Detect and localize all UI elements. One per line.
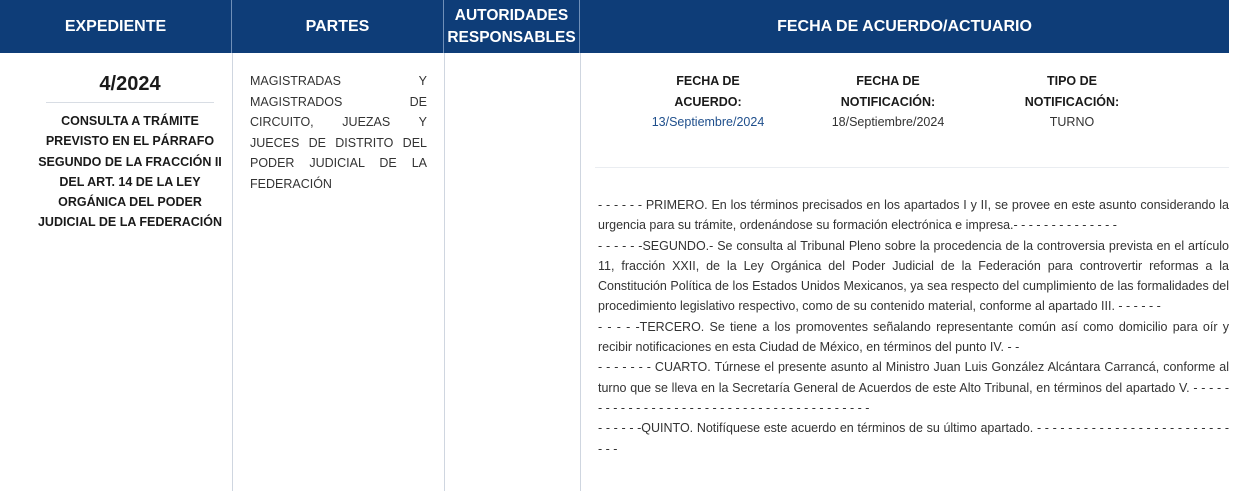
fecha-notificacion-label-2: NOTIFICACIÓN: xyxy=(840,94,936,109)
fecha-acuerdo-label-1: FECHA DE xyxy=(676,74,740,88)
acuerdo-paragraph-segundo: - - - - - -SEGUNDO.- Se consulta al Tribunal Pleno sobre la procedencia de la controversia prevista en el artículo 11, fracción XXII, de la Ley Orgánica del Poder Judicial de la Federación para controvertir reformas a la Constitución Política de los Estados Unidos Mexicanos, ya sea respecto del cumplimiento de las formalidades del procedimiento legislativo respectivo, como de su contenido material, conforme al apartado III. - - - - - - xyxy=(598,238,1229,314)
expediente-number: 4/2024 xyxy=(99,73,161,95)
column-divider xyxy=(444,53,445,491)
header-autoridades-line1: AUTORIDADES xyxy=(454,6,569,24)
fecha-notificacion-value: 18/Septiembre/2024 xyxy=(831,115,945,129)
tipo-notificacion-value: TURNO xyxy=(1049,115,1095,129)
fecha-notificacion-label-1: FECHA DE xyxy=(856,74,920,88)
fecha-notificacion-block xyxy=(813,71,963,133)
acuerdo-paragraph-primero: - - - - - - PRIMERO. En los términos precisados en los apartados I y II, se provee en este asunto considerando la urgencia para su trámite, ordenándose su formación electrónica e impresa.- - - - - - - - - - - - - - xyxy=(598,198,1229,233)
header-fecha-acuerdo: FECHA DE ACUERDO/ACTUARIO xyxy=(777,17,1032,35)
partes-text: MAGISTRADAS Y MAGISTRADOS DE CIRCUITO, JUEZAS Y JUECES DE DISTRITO DEL PODER JUDICIAL DE LA FEDERACIÓN xyxy=(250,74,427,191)
acuerdo-paragraph-tercero: - - - - -TERCERO. Se tiene a los promoventes señalando representante común así como domicilio para oír y recibir notificaciones en esta Ciudad de México, en términos del punto IV. - - xyxy=(598,319,1229,355)
column-divider xyxy=(580,53,581,491)
header-autoridades-line2: RESPONSABLES xyxy=(447,28,576,46)
acuerdo-paragraph-quinto: - - - - - -QUINTO. Notifíquese este acuerdo en términos de su último apartado. - - - - - - - - - - - - - - - - - - - - - - - - - - - - xyxy=(598,421,1229,456)
header-autoridades xyxy=(444,0,580,53)
acuerdo-separator xyxy=(595,167,1229,168)
acuerdo-text xyxy=(598,195,1229,459)
tipo-notificacion-label-2: NOTIFICACIÓN: xyxy=(1024,94,1120,109)
fecha-acuerdo-block xyxy=(633,71,783,133)
header-partes: PARTES xyxy=(232,0,444,53)
acuerdo-paragraph-cuarto: - - - - - - - CUARTO. Túrnese el presente asunto al Ministro Juan Luis González Alcántara Carrancá, conforme al turno que se lleva en la Secretaría General de Acuerdos de este Alto Tribunal, en términos del apartado V. - - - - - - - - - - - - - - - - - - - - - - - - - - - - - - - - - - - - - - - - - xyxy=(598,360,1229,415)
header-expediente: EXPEDIENTE xyxy=(0,0,232,53)
tipo-notificacion-label-1: TIPO DE xyxy=(1046,74,1097,88)
fecha-acuerdo-value: 13/Septiembre/2024 xyxy=(651,115,765,129)
column-divider xyxy=(232,53,233,491)
fecha-acuerdo-label-2: ACUERDO: xyxy=(674,94,742,109)
expediente-description: CONSULTA A TRÁMITE PREVISTO EN EL PÁRRAFO SEGUNDO DE LA FRACCIÓN II DEL ART. 14 DE LA LEY ORGÁNICA DEL PODER JUDICIAL DE LA FEDERACIÓN xyxy=(37,114,223,230)
expediente-divider xyxy=(46,102,214,103)
table-header xyxy=(0,0,1229,53)
tipo-notificacion-block xyxy=(997,71,1147,133)
